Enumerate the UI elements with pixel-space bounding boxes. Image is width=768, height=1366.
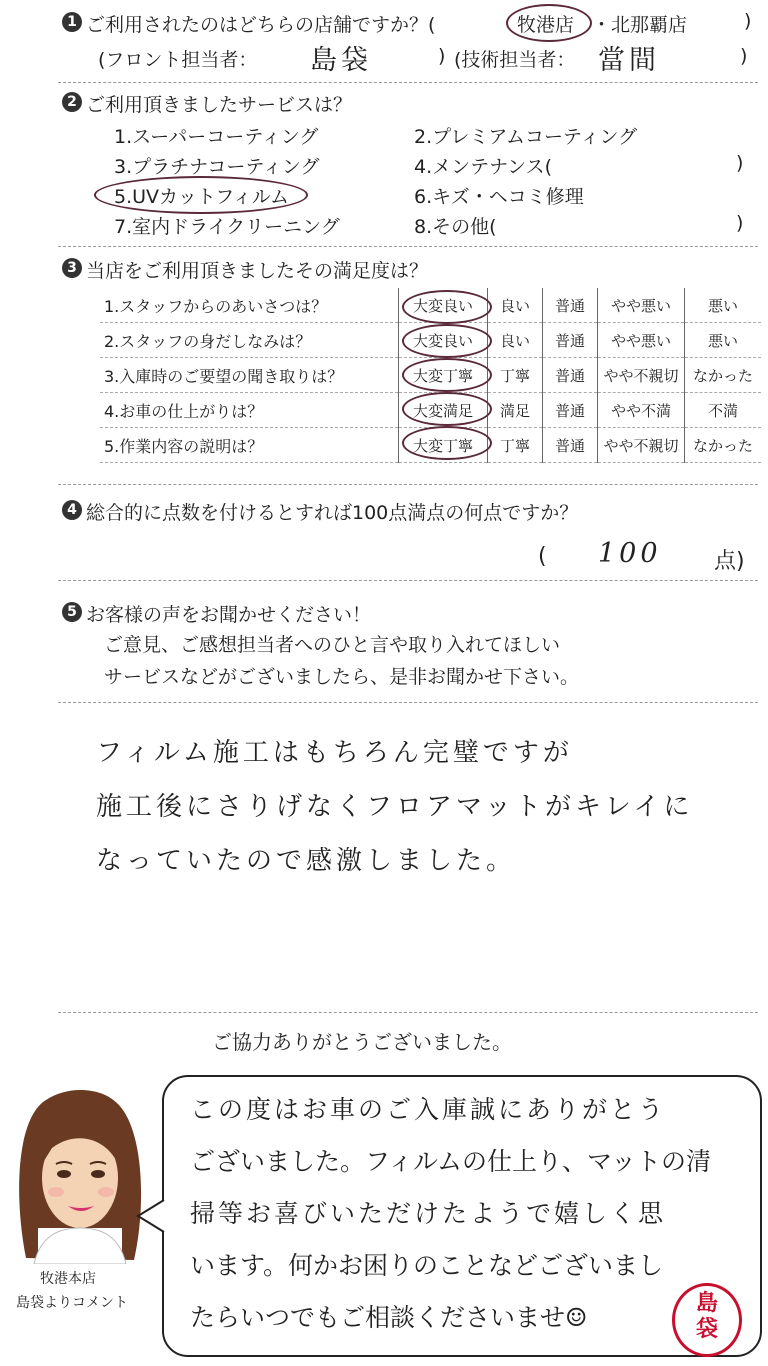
divider — [58, 246, 758, 247]
service-option-6: 6.キズ・ヘコミ修理 — [414, 186, 584, 208]
option-cell: 普通 — [543, 288, 598, 323]
row-label: 2.スタッフの身だしなみは？ — [104, 331, 312, 351]
option-cell: 良い — [488, 323, 543, 358]
option-cell: 丁寧 — [488, 358, 543, 393]
question-2-number: 2 — [62, 92, 82, 112]
front-staff-name: 島袋 — [310, 45, 372, 76]
customer-comment-line: なっていたので感激しました。 — [96, 846, 517, 876]
option-cell: 悪い — [685, 288, 762, 323]
option-cell: やや不親切 — [598, 428, 685, 463]
service-option-1: 1.スーパーコーティング — [114, 126, 319, 148]
question-5-number: 5 — [62, 602, 82, 622]
option-cell: やや悪い — [598, 323, 685, 358]
divider — [58, 1012, 758, 1013]
question-1-close-paren: ) — [744, 10, 752, 32]
answer-circle — [402, 426, 492, 460]
front-staff-label: (フロント担当者： — [98, 49, 258, 71]
staff-comment-line: 掃等お喜びいただけたようで嬉しく思 — [190, 1199, 667, 1228]
service-option-2: 2.プレミアムコーティング — [414, 126, 638, 148]
option-cell: 普通 — [543, 428, 598, 463]
bubble-tail — [136, 1196, 168, 1236]
question-1-text: ご利用されたのはどちらの店舗ですか？( — [86, 14, 436, 36]
service-selected-circle — [94, 176, 308, 214]
divider — [58, 484, 758, 485]
score-value: 100 — [598, 538, 662, 569]
option-cell: 普通 — [543, 358, 598, 393]
tech-staff-close: ) — [740, 45, 748, 67]
store-option-makiminato: 牧港店 — [517, 14, 575, 36]
customer-comment-line: 施工後にさりげなくフロアマットがキレイに — [96, 792, 694, 822]
option-cell: 不満 — [685, 393, 762, 428]
answer-circle — [402, 324, 492, 358]
customer-comment-line: フィルム施工はもちろん完璧ですが — [96, 738, 573, 768]
option-cell: 普通 — [543, 393, 598, 428]
answer-circle — [402, 290, 492, 324]
option-cell: なかった — [685, 428, 762, 463]
option-cell: 大変丁寧 — [399, 358, 488, 393]
option-cell: 大変良い — [399, 288, 488, 323]
question-5-subtext-2: サービスなどがございましたら、是非お聞かせ下さい。 — [104, 666, 580, 688]
tech-staff-name: 當間 — [598, 45, 660, 76]
answer-circle — [402, 358, 492, 392]
staff-avatar — [6, 1078, 154, 1264]
service-option-4: 4.メンテナンス( — [414, 156, 553, 178]
staff-comment-line: ございました。フィルムの仕上り、マットの清 — [190, 1147, 712, 1176]
divider — [58, 702, 758, 703]
option-cell: 大変丁寧 — [399, 428, 488, 463]
staff-comment-line: たらいつでもご相談くださいませ☺ — [190, 1303, 588, 1332]
question-3-text: 当店をご利用頂きましたその満足度は？ — [86, 260, 429, 282]
tech-staff-label: (技術担当者： — [454, 49, 576, 71]
option-cell: 良い — [488, 288, 543, 323]
row-label: 3.入庫時のご要望の聞き取りは？ — [104, 366, 344, 386]
service-option-3: 3.プラチナコーティング — [114, 156, 320, 178]
question-1-number: 1 — [62, 12, 82, 32]
staff-illustration — [6, 1078, 154, 1264]
score-unit: 点) — [714, 549, 745, 574]
question-4-number: 4 — [62, 500, 82, 520]
staff-comment-line: この度はお車のご入庫誠にありがとう — [190, 1095, 667, 1124]
row-label: 5.作業内容の説明は？ — [104, 436, 264, 456]
question-5-text: お客様の声をお聞かせください！ — [86, 604, 372, 626]
staff-store: 牧港本店 — [40, 1271, 96, 1287]
option-cell: やや悪い — [598, 288, 685, 323]
option-cell: 丁寧 — [488, 428, 543, 463]
option-cell: 大変良い — [399, 323, 488, 358]
question-4-text: 総合的に点数を付けるとすれば100点満点の何点ですか？ — [86, 502, 579, 524]
answer-circle — [402, 392, 492, 426]
option-cell: やや不満 — [598, 393, 685, 428]
divider — [58, 82, 758, 83]
staff-comment-line: います。何かお困りのことなどございまし — [190, 1251, 664, 1280]
option-cell: 満足 — [488, 393, 543, 428]
option-cell: 大変満足 — [399, 393, 488, 428]
service-option-8: 8.その他( — [414, 216, 497, 238]
service-option-4-close: ) — [736, 152, 744, 174]
store-selected-circle — [506, 4, 592, 42]
store-option-kitanaha: ・北那覇店 — [592, 14, 688, 36]
question-5-subtext-1: ご意見、ご感想担当者へのひと言や取り入れてほしい — [104, 634, 561, 656]
question-3-number: 3 — [62, 258, 82, 278]
service-option-7: 7.室内ドライクリーニング — [114, 216, 340, 238]
name-seal: 島 袋 — [672, 1283, 742, 1357]
option-cell: やや不親切 — [598, 358, 685, 393]
row-label: 1.スタッフからのあいさつは？ — [104, 296, 328, 316]
option-cell: 悪い — [685, 323, 762, 358]
thanks-message: ご協力ありがとうございました。 — [212, 1030, 512, 1054]
option-cell: なかった — [685, 358, 762, 393]
front-staff-close: ) — [438, 45, 446, 67]
question-2-text: ご利用頂きましたサービスは？ — [86, 94, 353, 116]
staff-comment-label: 島袋よりコメント — [16, 1295, 128, 1311]
row-label: 4.お車の仕上がりは？ — [104, 401, 264, 421]
divider — [58, 580, 758, 581]
service-option-8-close: ) — [736, 212, 744, 234]
option-cell: 普通 — [543, 323, 598, 358]
score-open-paren: ( — [538, 544, 547, 569]
service-option-5: 5.UVカットフィルム — [114, 186, 289, 208]
